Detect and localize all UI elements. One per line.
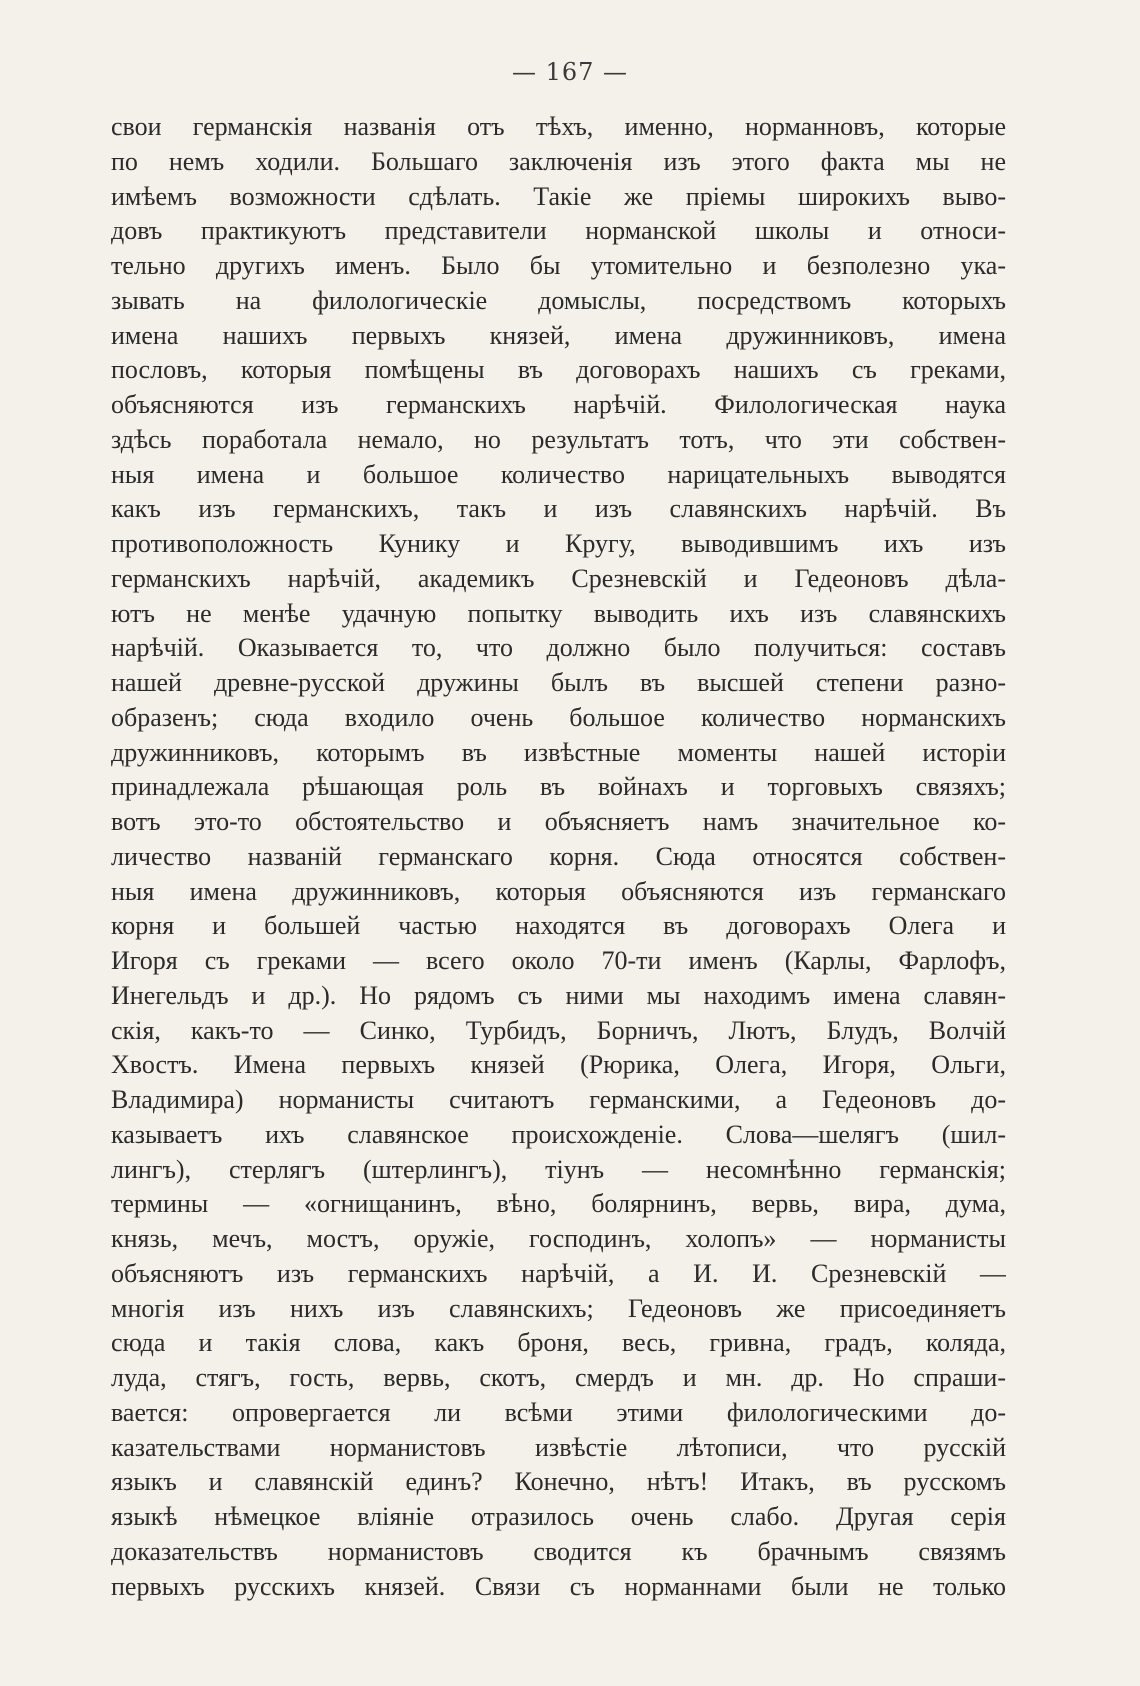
text-line: многія изъ нихъ изъ славянскихъ; Гедеоновъ же присоединяетъ (111, 1293, 1006, 1323)
text-line: ютъ не менѣе удачную попытку выводить ихъ изъ славянскихъ (111, 598, 1006, 628)
text-line: ныя имена дружинниковъ, которыя объясняются изъ германскаго (111, 876, 1006, 906)
text-line: доказательствъ норманистовъ сводится къ брачнымъ связямъ (111, 1536, 1006, 1566)
text-line: здѣсь поработала немало, но результатъ тотъ, что эти собствен- (111, 424, 1006, 454)
text-line: имена нашихъ первыхъ князей, имена дружинниковъ, имена (111, 320, 1006, 350)
text-line: объясняютъ изъ германскихъ нарѣчій, а И. И. Срезневскій — (111, 1258, 1006, 1288)
text-line: по немъ ходили. Большаго заключенія изъ этого факта мы не (111, 146, 1006, 176)
text-line: образенъ; сюда входило очень большое количество норманскихъ (111, 702, 1006, 732)
text-line: имѣемъ возможности сдѣлать. Такіе же пріемы широкихъ выво- (111, 181, 1006, 211)
text-line: принадлежала рѣшающая роль въ войнахъ и торговыхъ связяхъ; (111, 772, 1006, 802)
text-line: личество названій германскаго корня. Сюда относятся собствен- (111, 841, 1006, 871)
text-line: свои германскія названія отъ тѣхъ, именно, норманновъ, которые (111, 112, 1006, 141)
text-line: Владимира) норманисты считаютъ германскими, а Гедеоновъ до- (111, 1085, 1006, 1114)
body-text (111, 110, 1006, 1604)
page-number: — 167 — (511, 58, 629, 86)
text-line: довъ практикуютъ представители норманской школы и относи- (111, 216, 1006, 246)
text-line: сюда и такія слова, какъ броня, весь, гривна, градъ, коляда, (111, 1328, 1006, 1358)
text-line: вотъ это-то обстоятельство и объясняетъ намъ значительное ко- (111, 807, 1006, 836)
text-line: Инегельдъ и др.). Но рядомъ съ ними мы находимъ имена славян- (111, 980, 1006, 1010)
text-line: германскихъ нарѣчій, академикъ Срезневскій и Гедеоновъ дѣла- (111, 563, 1006, 593)
text-line: первыхъ русскихъ князей. Связи съ норманнами были не только (111, 1571, 1006, 1601)
text-line: термины — «огнищанинъ, вѣно, болярнинъ, вервь, вира, дума, (111, 1189, 1006, 1219)
text-line: скія, какъ-то — Синко, Турбидъ, Борничъ, Лютъ, Блудъ, Волчій (111, 1015, 1006, 1045)
text-line: князь, мечъ, мостъ, оружіе, господинъ, холопъ» — норманисты (111, 1224, 1006, 1253)
text-line: нарѣчій. Оказывается то, что должно было получиться: составъ (111, 633, 1006, 663)
text-line: вается: опровергается ли всѣми этими филологическими до- (111, 1397, 1006, 1427)
text-line: пословъ, которыя помѣщены въ договорахъ нашихъ съ греками, (111, 355, 1006, 385)
text-line: ныя имена и большое количество нарицательныхъ выводятся (111, 459, 1006, 489)
text-line: луда, стягъ, гость, вервь, скотъ, смердъ и мн. др. Но спраши- (111, 1363, 1006, 1392)
text-line: какъ изъ германскихъ, такъ и изъ славянскихъ нарѣчій. Въ (111, 494, 1006, 524)
text-line: Игоря съ греками — всего около 70-ти именъ (Карлы, Фарлофъ, (111, 946, 1006, 975)
text-line: корня и большей частью находятся въ договорахъ Олега и (111, 911, 1006, 941)
text-line: тельно другихъ именъ. Было бы утомительно и безполезно ука- (111, 251, 1006, 280)
text-line: объясняются изъ германскихъ нарѣчій. Филологическая наука (111, 390, 1006, 419)
text-line: казываетъ ихъ славянское происхожденіе. Слова—шелягъ (шил- (111, 1119, 1006, 1149)
text-line: противоположность Кунику и Кругу, выводившимъ ихъ изъ (111, 529, 1006, 558)
text-line: лингъ), стерлягъ (штерлингъ), тіунъ — несомнѣнно германскія; (111, 1154, 1006, 1184)
text-line: языкъ и славянскій единъ? Конечно, нѣтъ! Итакъ, въ русскомъ (111, 1467, 1006, 1497)
text-line: Хвостъ. Имена первыхъ князей (Рюрика, Олега, Игоря, Ольги, (111, 1050, 1006, 1080)
text-line: казательствами норманистовъ извѣстіе лѣтописи, что русскій (111, 1432, 1006, 1462)
text-line: нашей древне-русской дружины былъ въ высшей степени разно- (111, 668, 1006, 697)
text-line: зывать на филологическіе домыслы, посредствомъ которыхъ (111, 285, 1006, 315)
text-line: дружинниковъ, которымъ въ извѣстные моменты нашей исторіи (111, 737, 1006, 767)
text-line: языкѣ нѣмецкое вліяніе отразилось очень слабо. Другая серія (111, 1502, 1006, 1531)
